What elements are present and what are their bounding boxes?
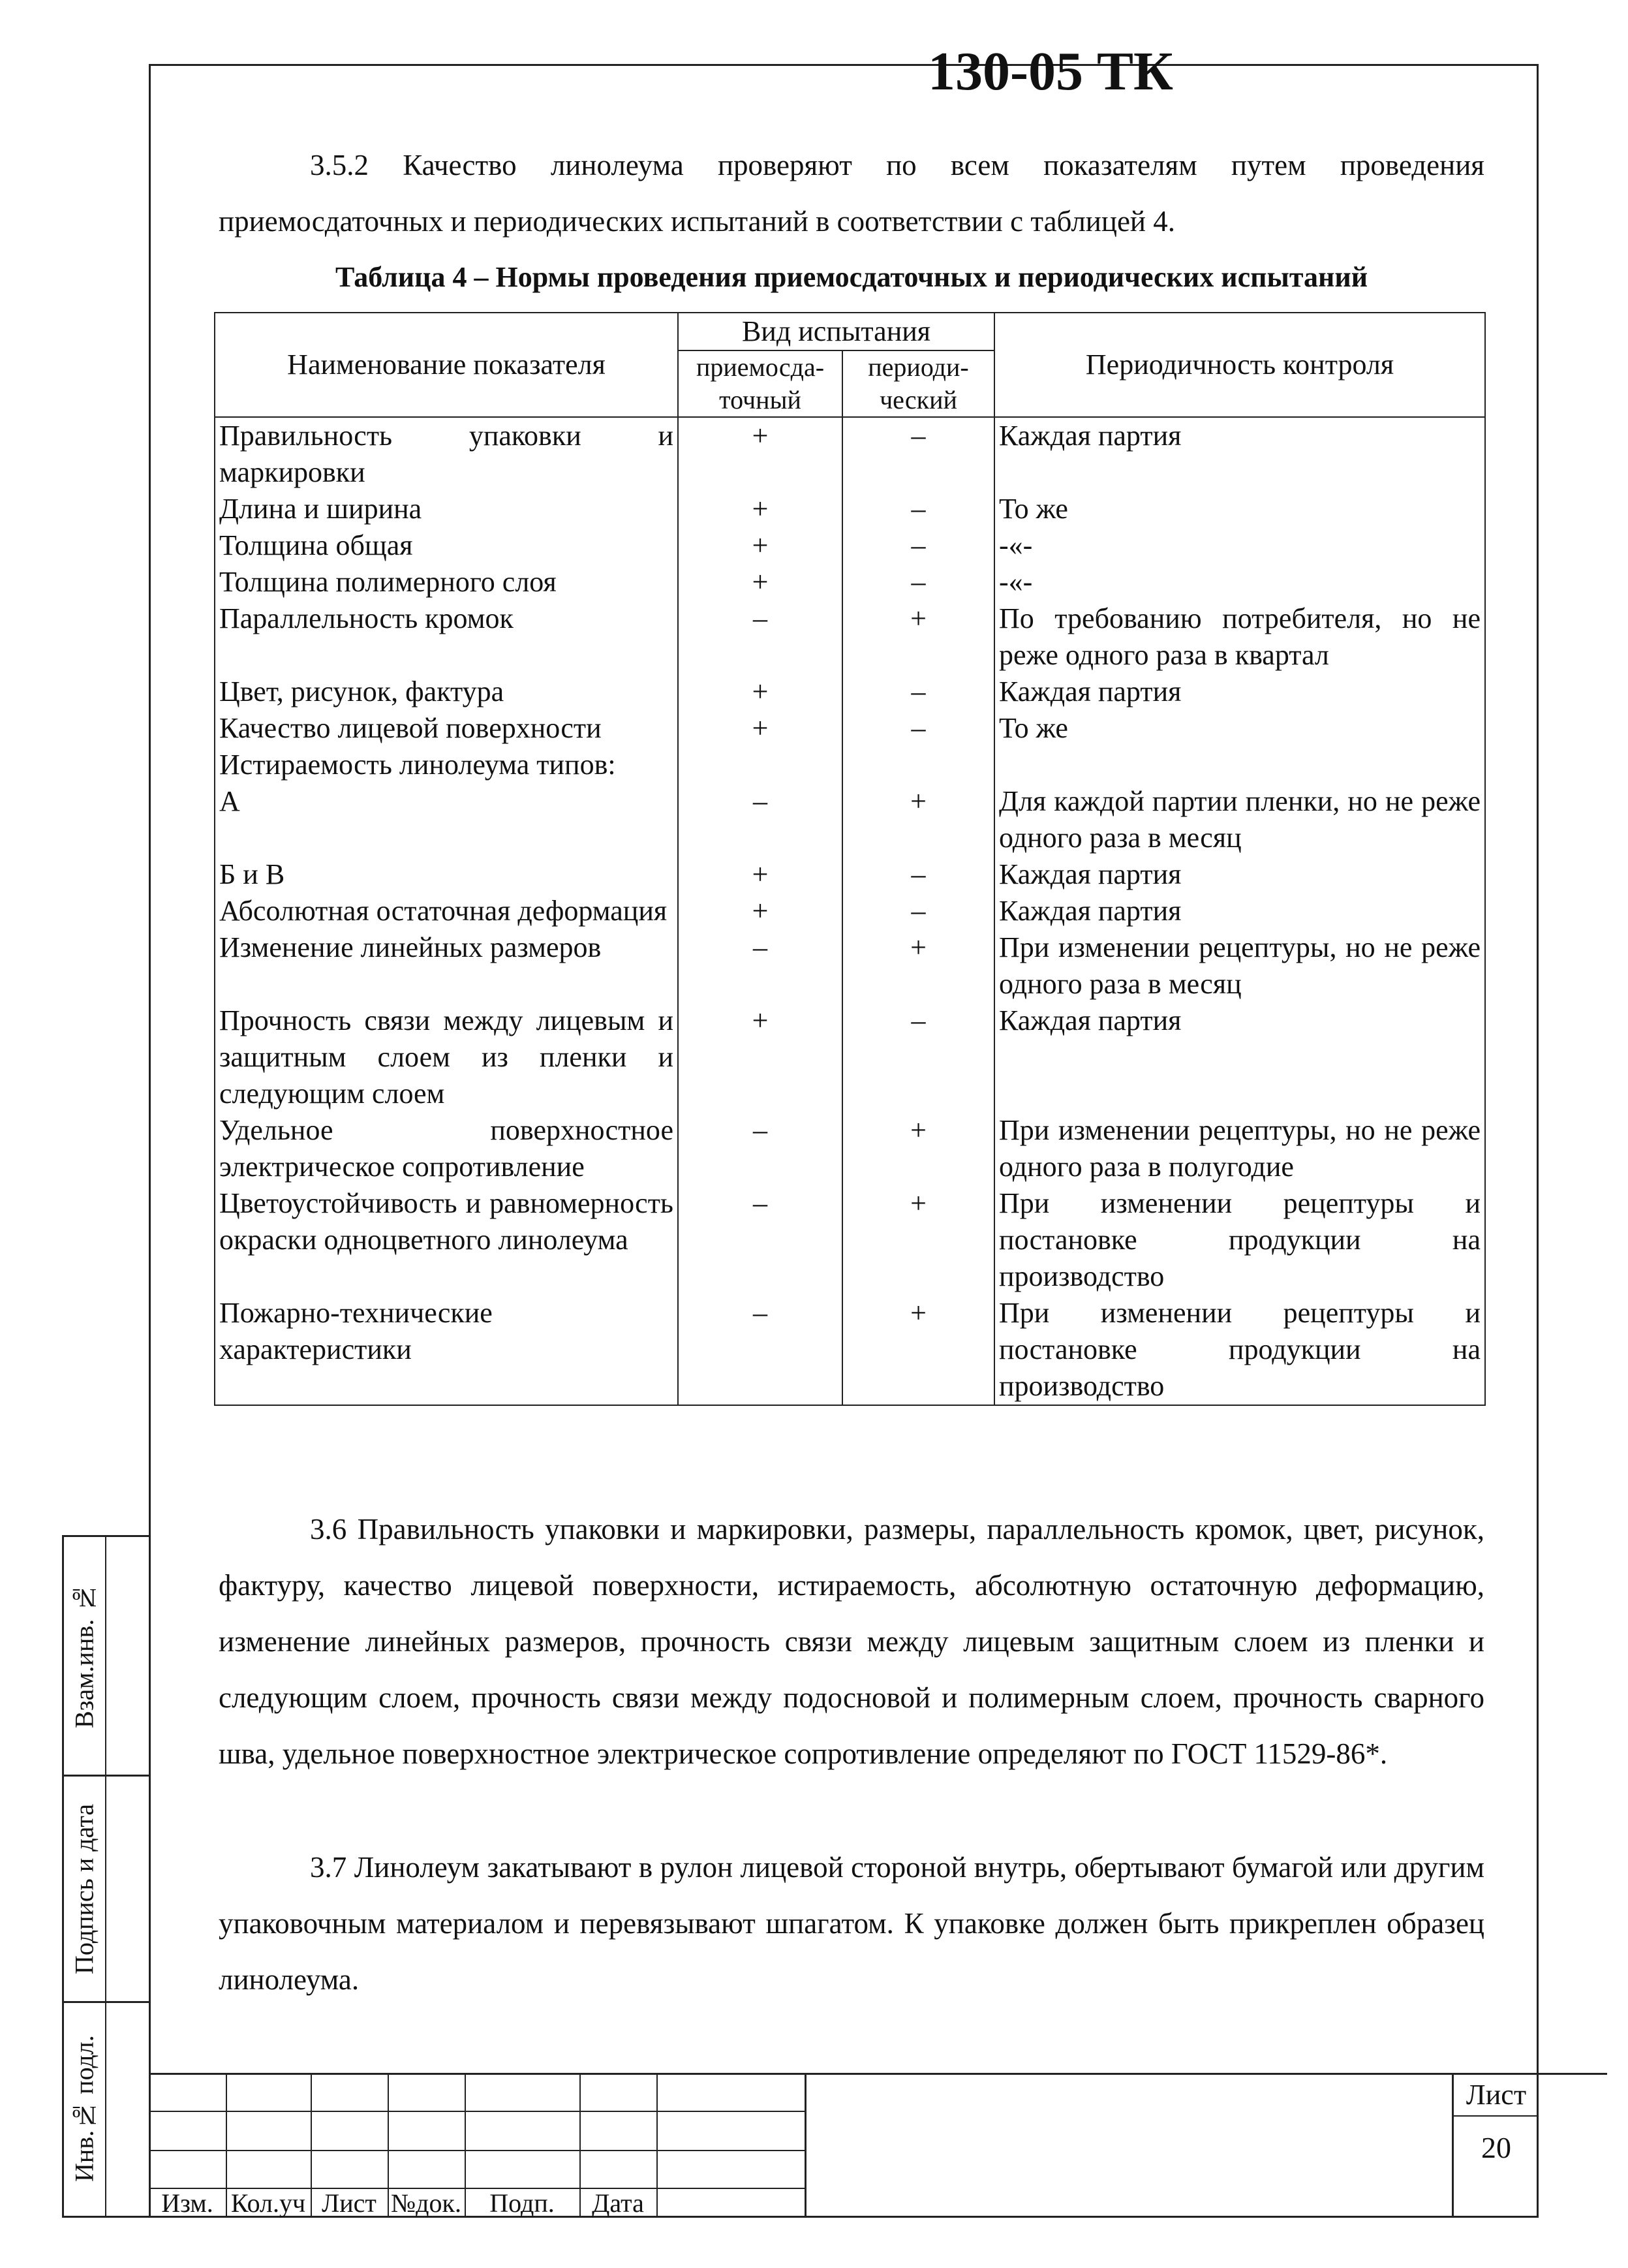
row-name-cell: Длина и ширина <box>215 491 678 527</box>
row-periodic-cell: + <box>842 783 994 856</box>
revision-grid <box>149 2073 805 2218</box>
row-frequency-cell: То же <box>994 710 1485 747</box>
row-name-cell: Истираемость линолеума типов: <box>215 747 678 783</box>
table-row <box>215 564 1485 600</box>
table-row <box>215 856 1485 893</box>
header-frequency: Периодичность контроля <box>994 313 1485 417</box>
table-caption: Таблица 4 – Нормы проведения приемосдаточных и периодических испытаний <box>335 261 1368 293</box>
row-frequency-cell: При изменении рецептуры, но не реже одного раза в месяц <box>994 929 1485 1002</box>
row-periodic-cell: – <box>842 893 994 929</box>
row-frequency-cell: Каждая партия <box>994 1002 1485 1112</box>
row-frequency-cell: То же <box>994 491 1485 527</box>
row-acceptance-cell: + <box>678 564 842 600</box>
row-periodic-cell: + <box>842 1295 994 1405</box>
header-acceptance: приемосда- точный <box>678 350 842 417</box>
row-name-cell: Толщина общая <box>215 527 678 564</box>
table-row <box>215 929 1485 1002</box>
row-acceptance-cell: + <box>678 1002 842 1112</box>
row-periodic-cell: – <box>842 674 994 710</box>
sidebar-label-podpis: Подпись и дата <box>69 1803 99 1974</box>
row-periodic-cell: – <box>842 1002 994 1112</box>
row-periodic-cell <box>842 747 994 783</box>
row-acceptance-cell: – <box>678 1112 842 1185</box>
sheet-label: Лист <box>1454 2075 1539 2117</box>
norms-table <box>214 312 1486 1406</box>
row-periodic-cell: + <box>842 1185 994 1295</box>
row-frequency-cell: При изменении рецептуры и постановке продукции на производство <box>994 1185 1485 1295</box>
table-row <box>215 491 1485 527</box>
table-row <box>215 747 1485 783</box>
table-row <box>215 527 1485 564</box>
row-periodic-cell: + <box>842 1112 994 1185</box>
row-acceptance-cell: – <box>678 1185 842 1295</box>
row-name-cell: Абсолютная остаточная деформация <box>215 893 678 929</box>
row-frequency-cell: -«- <box>994 527 1485 564</box>
row-frequency-cell: -«- <box>994 564 1485 600</box>
sheet-box <box>1452 2073 1539 2218</box>
table-row <box>215 674 1485 710</box>
row-frequency-cell: Каждая партия <box>994 893 1485 929</box>
row-acceptance-cell: – <box>678 600 842 674</box>
row-name-cell: Толщина полимерного слоя <box>215 564 678 600</box>
row-acceptance-cell: – <box>678 1295 842 1405</box>
row-acceptance-cell: + <box>678 856 842 893</box>
table-row <box>215 417 1485 491</box>
row-frequency-cell: Каждая партия <box>994 856 1485 893</box>
stamp-col-kolich: Кол.уч <box>230 2188 306 2218</box>
row-periodic-cell: – <box>842 417 994 491</box>
row-acceptance-cell: – <box>678 783 842 856</box>
row-frequency-cell <box>994 747 1485 783</box>
row-periodic-cell: – <box>842 527 994 564</box>
table-row <box>215 1295 1485 1405</box>
table-row <box>215 600 1485 674</box>
row-frequency-cell: При изменении рецептуры и постановке продукции на производство <box>994 1295 1485 1405</box>
sidebar-label-vzam: Взам.инв. № <box>69 1583 99 1729</box>
stamp-col-list: Лист <box>322 2188 376 2218</box>
row-acceptance-cell: + <box>678 710 842 747</box>
row-frequency-cell: Каждая партия <box>994 674 1485 710</box>
row-acceptance-cell: + <box>678 491 842 527</box>
row-frequency-cell: При изменении рецептуры, но не реже одного раза в полугодие <box>994 1112 1485 1185</box>
sidebar-label-inv: Инв.№ подл. <box>69 2035 99 2183</box>
row-name-cell: Прочность связи между лицевым и защитным слоем из пленки и следующим слоем <box>215 1002 678 1112</box>
left-margin-stamp <box>62 1535 149 2218</box>
paragraph-3-5-2: 3.5.2 Качество линолеума проверяют по всем показателям путем проведения приемосдаточных и периодических испытаний в соответствии с таблицей 4. <box>219 149 1484 238</box>
row-name-cell: Удельное поверхностное электрическое сопротивление <box>215 1112 678 1185</box>
row-frequency-cell: Каждая партия <box>994 417 1485 491</box>
row-periodic-cell: – <box>842 491 994 527</box>
row-periodic-cell: – <box>842 710 994 747</box>
row-periodic-cell: + <box>842 600 994 674</box>
row-name-cell: Качество лицевой поверхности <box>215 710 678 747</box>
row-name-cell: Б и В <box>215 856 678 893</box>
header-test-kind: Вид испытания <box>678 313 994 350</box>
row-acceptance-cell: + <box>678 893 842 929</box>
document-code: 130-05 ТК <box>928 41 1173 102</box>
header-name: Наименование показателя <box>215 313 678 417</box>
table-row <box>215 710 1485 747</box>
table-row <box>215 783 1485 856</box>
row-periodic-cell: – <box>842 856 994 893</box>
row-acceptance-cell: + <box>678 674 842 710</box>
sheet-number: 20 <box>1481 2131 1511 2164</box>
table-row <box>215 893 1485 929</box>
row-name-cell: Пожарно-технические характеристики <box>215 1295 678 1405</box>
row-acceptance-cell: – <box>678 929 842 1002</box>
row-name-cell: Правильность упаковки и маркировки <box>215 417 678 491</box>
row-acceptance-cell <box>678 747 842 783</box>
table-row <box>215 1112 1485 1185</box>
table-row <box>215 1002 1485 1112</box>
row-acceptance-cell: + <box>678 527 842 564</box>
row-periodic-cell: – <box>842 564 994 600</box>
row-name-cell: А <box>215 783 678 856</box>
row-frequency-cell: Для каждой партии пленки, но не реже одного раза в месяц <box>994 783 1485 856</box>
paragraph-3-7: 3.7 Линолеум закатывают в рулон лицевой стороной внутрь, обертывают бумагой или другим упаковочным материалом и перевязывают шпагатом. К упаковке должен быть прикреплен образец линолеума. <box>219 1851 1484 1996</box>
stamp-col-data: Дата <box>592 2188 644 2218</box>
row-name-cell: Цвет, рисунок, фактура <box>215 674 678 710</box>
paragraph-3-6: 3.6 Правильность упаковки и маркировки, размеры, параллельность кромок, цвет, рисунок, фактуру, качество лицевой поверхности, истираемость, абсолютную остаточную деформацию, изменение линейных размеров, прочность связи между лицевым защитным слоем из пленки и следующим слоем, прочность связи между подосновой и полимерным слоем, прочность сварного шва, удельное поверхностное электрическое сопротивление определяют по ГОСТ 11529-86*. <box>219 1513 1484 1770</box>
stamp-col-izm: Изм. <box>161 2188 213 2218</box>
table-row <box>215 1185 1485 1295</box>
row-name-cell: Цветоустойчивость и равномерность окраски одноцветного линолеума <box>215 1185 678 1295</box>
row-acceptance-cell: + <box>678 417 842 491</box>
row-periodic-cell: + <box>842 929 994 1002</box>
sidebar-divider <box>105 1535 106 2218</box>
stamp-col-podp: Подп. <box>489 2188 555 2218</box>
header-periodic: периоди- ческий <box>842 350 994 417</box>
stamp-col-ndok: №док. <box>391 2188 461 2218</box>
row-frequency-cell: По требованию потребителя, но не реже одного раза в квартал <box>994 600 1485 674</box>
row-name-cell: Изменение линейных размеров <box>215 929 678 1002</box>
row-name-cell: Параллельность кромок <box>215 600 678 674</box>
title-block <box>149 2073 1539 2218</box>
